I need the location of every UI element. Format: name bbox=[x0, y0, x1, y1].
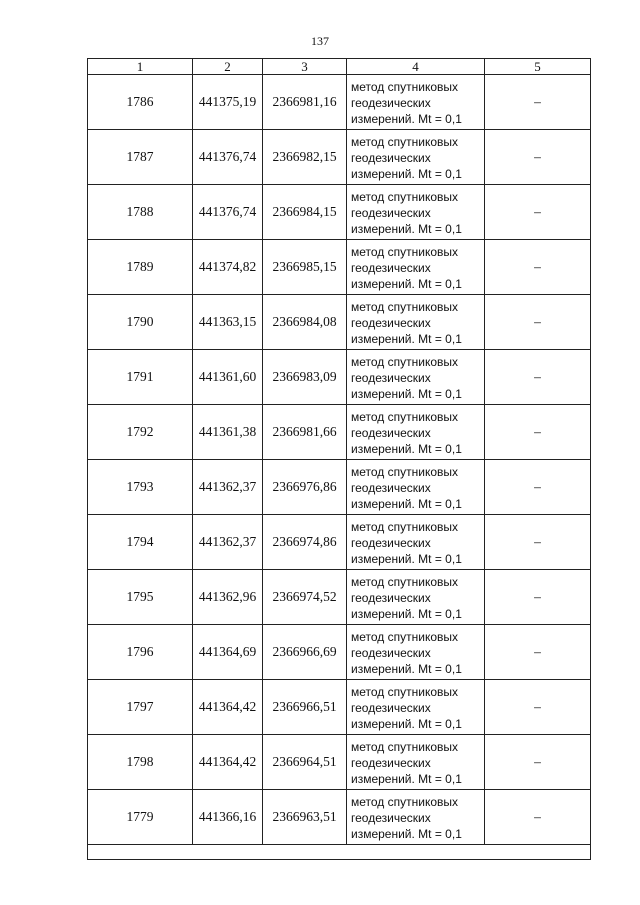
method-line: метод спутниковых bbox=[351, 520, 459, 534]
header-col-3: 3 bbox=[263, 59, 347, 75]
y-coordinate-cell: 2366985,15 bbox=[263, 240, 347, 295]
method-line: измерений. Mt = 0,1 bbox=[351, 387, 462, 401]
point-number-cell: 1790 bbox=[88, 295, 193, 350]
x-coordinate-cell: 441375,19 bbox=[193, 75, 263, 130]
note-cell: – bbox=[485, 460, 591, 515]
method-line: геодезических bbox=[351, 316, 431, 330]
method-line: измерений. Mt = 0,1 bbox=[351, 662, 462, 676]
y-coordinate-cell: 2366981,16 bbox=[263, 75, 347, 130]
method-cell bbox=[347, 295, 485, 350]
x-coordinate-cell: 441364,42 bbox=[193, 680, 263, 735]
method-line: измерений. Mt = 0,1 bbox=[351, 772, 462, 786]
x-coordinate-cell: 441364,69 bbox=[193, 625, 263, 680]
note-cell: – bbox=[485, 130, 591, 185]
method-line: метод спутниковых bbox=[351, 245, 459, 259]
method-line: геодезических bbox=[351, 591, 431, 605]
note-cell: – bbox=[485, 295, 591, 350]
table-body bbox=[88, 75, 591, 860]
table-row bbox=[88, 460, 591, 515]
method-cell bbox=[347, 625, 485, 680]
point-number-cell: 1787 bbox=[88, 130, 193, 185]
header-row bbox=[88, 59, 591, 75]
header-col-2: 2 bbox=[193, 59, 263, 75]
page-number: 137 bbox=[311, 34, 329, 48]
method-line: метод спутниковых bbox=[351, 685, 459, 699]
method-cell bbox=[347, 680, 485, 735]
header-col-5: 5 bbox=[485, 59, 591, 75]
method-line: метод спутниковых bbox=[351, 795, 459, 809]
table-row bbox=[88, 790, 591, 845]
point-number-cell: 1797 bbox=[88, 680, 193, 735]
point-number-cell: 1791 bbox=[88, 350, 193, 405]
method-cell bbox=[347, 405, 485, 460]
x-coordinate-cell: 441362,96 bbox=[193, 570, 263, 625]
note-cell: – bbox=[485, 350, 591, 405]
note-cell: – bbox=[485, 735, 591, 790]
method-line: метод спутниковых bbox=[351, 190, 459, 204]
method-line: геодезических bbox=[351, 261, 431, 275]
method-cell bbox=[347, 130, 485, 185]
method-line: метод спутниковых bbox=[351, 80, 459, 94]
point-number-cell: 1793 bbox=[88, 460, 193, 515]
method-line: измерений. Mt = 0,1 bbox=[351, 717, 462, 731]
table-row bbox=[88, 185, 591, 240]
method-line: метод спутниковых bbox=[351, 135, 459, 149]
method-line: геодезических bbox=[351, 151, 431, 165]
method-line: геодезических bbox=[351, 701, 431, 715]
method-line: метод спутниковых bbox=[351, 465, 459, 479]
y-coordinate-cell: 2366974,86 bbox=[263, 515, 347, 570]
method-line: измерений. Mt = 0,1 bbox=[351, 552, 462, 566]
note-cell: – bbox=[485, 570, 591, 625]
point-number-cell: 1796 bbox=[88, 625, 193, 680]
table-row bbox=[88, 130, 591, 185]
note-cell: – bbox=[485, 240, 591, 295]
method-line: геодезических bbox=[351, 96, 431, 110]
table-row bbox=[88, 735, 591, 790]
method-cell bbox=[347, 185, 485, 240]
point-number-cell: 1786 bbox=[88, 75, 193, 130]
method-line: геодезических bbox=[351, 811, 431, 825]
method-cell bbox=[347, 460, 485, 515]
header-col-1: 1 bbox=[88, 59, 193, 75]
method-cell bbox=[347, 75, 485, 130]
x-coordinate-cell: 441361,38 bbox=[193, 405, 263, 460]
method-line: измерений. Mt = 0,1 bbox=[351, 222, 462, 236]
table-row bbox=[88, 625, 591, 680]
point-number-cell: 1789 bbox=[88, 240, 193, 295]
method-line: метод спутниковых bbox=[351, 355, 459, 369]
note-cell: – bbox=[485, 75, 591, 130]
table-row bbox=[88, 570, 591, 625]
method-line: измерений. Mt = 0,1 bbox=[351, 827, 462, 841]
x-coordinate-cell: 441366,16 bbox=[193, 790, 263, 845]
point-number-cell: 1792 bbox=[88, 405, 193, 460]
method-line: измерений. Mt = 0,1 bbox=[351, 167, 462, 181]
method-cell bbox=[347, 240, 485, 295]
x-coordinate-cell: 441362,37 bbox=[193, 460, 263, 515]
y-coordinate-cell: 2366981,66 bbox=[263, 405, 347, 460]
table-row bbox=[88, 350, 591, 405]
method-line: метод спутниковых bbox=[351, 740, 459, 754]
note-cell: – bbox=[485, 405, 591, 460]
table-row bbox=[88, 680, 591, 735]
y-coordinate-cell: 2366966,51 bbox=[263, 680, 347, 735]
method-line: измерений. Mt = 0,1 bbox=[351, 332, 462, 346]
y-coordinate-cell: 2366966,69 bbox=[263, 625, 347, 680]
x-coordinate-cell: 441376,74 bbox=[193, 130, 263, 185]
method-cell bbox=[347, 515, 485, 570]
method-cell bbox=[347, 570, 485, 625]
method-line: геодезических bbox=[351, 756, 431, 770]
empty-cell bbox=[88, 845, 591, 860]
y-coordinate-cell: 2366984,15 bbox=[263, 185, 347, 240]
table-row bbox=[88, 405, 591, 460]
y-coordinate-cell: 2366984,08 bbox=[263, 295, 347, 350]
method-line: измерений. Mt = 0,1 bbox=[351, 607, 462, 621]
method-line: измерений. Mt = 0,1 bbox=[351, 442, 462, 456]
method-line: геодезических bbox=[351, 206, 431, 220]
table-row bbox=[88, 515, 591, 570]
x-coordinate-cell: 441376,74 bbox=[193, 185, 263, 240]
note-cell: – bbox=[485, 680, 591, 735]
x-coordinate-cell: 441362,37 bbox=[193, 515, 263, 570]
note-cell: – bbox=[485, 515, 591, 570]
method-line: геодезических bbox=[351, 481, 431, 495]
x-coordinate-cell: 441374,82 bbox=[193, 240, 263, 295]
note-cell: – bbox=[485, 790, 591, 845]
method-line: метод спутниковых bbox=[351, 300, 459, 314]
table-row bbox=[88, 240, 591, 295]
point-number-cell: 1798 bbox=[88, 735, 193, 790]
method-line: геодезических bbox=[351, 371, 431, 385]
method-line: измерений. Mt = 0,1 bbox=[351, 277, 462, 291]
y-coordinate-cell: 2366964,51 bbox=[263, 735, 347, 790]
method-line: измерений. Mt = 0,1 bbox=[351, 112, 462, 126]
x-coordinate-cell: 441363,15 bbox=[193, 295, 263, 350]
note-cell: – bbox=[485, 625, 591, 680]
x-coordinate-cell: 441364,42 bbox=[193, 735, 263, 790]
method-line: геодезических bbox=[351, 536, 431, 550]
y-coordinate-cell: 2366976,86 bbox=[263, 460, 347, 515]
table-header bbox=[88, 59, 591, 75]
method-cell bbox=[347, 350, 485, 405]
y-coordinate-cell: 2366963,51 bbox=[263, 790, 347, 845]
method-line: измерений. Mt = 0,1 bbox=[351, 497, 462, 511]
method-cell bbox=[347, 735, 485, 790]
point-number-cell: 1788 bbox=[88, 185, 193, 240]
method-line: метод спутниковых bbox=[351, 575, 459, 589]
method-cell bbox=[347, 790, 485, 845]
method-line: геодезических bbox=[351, 426, 431, 440]
y-coordinate-cell: 2366974,52 bbox=[263, 570, 347, 625]
method-line: метод спутниковых bbox=[351, 410, 459, 424]
y-coordinate-cell: 2366983,09 bbox=[263, 350, 347, 405]
empty-closing-row bbox=[88, 845, 591, 860]
header-col-4: 4 bbox=[347, 59, 485, 75]
point-number-cell: 1795 bbox=[88, 570, 193, 625]
method-line: геодезических bbox=[351, 646, 431, 660]
note-cell: – bbox=[485, 185, 591, 240]
table-row bbox=[88, 75, 591, 130]
coordinates-table bbox=[87, 58, 591, 860]
x-coordinate-cell: 441361,60 bbox=[193, 350, 263, 405]
table-row bbox=[88, 295, 591, 350]
method-line: метод спутниковых bbox=[351, 630, 459, 644]
point-number-cell: 1779 bbox=[88, 790, 193, 845]
point-number-cell: 1794 bbox=[88, 515, 193, 570]
y-coordinate-cell: 2366982,15 bbox=[263, 130, 347, 185]
